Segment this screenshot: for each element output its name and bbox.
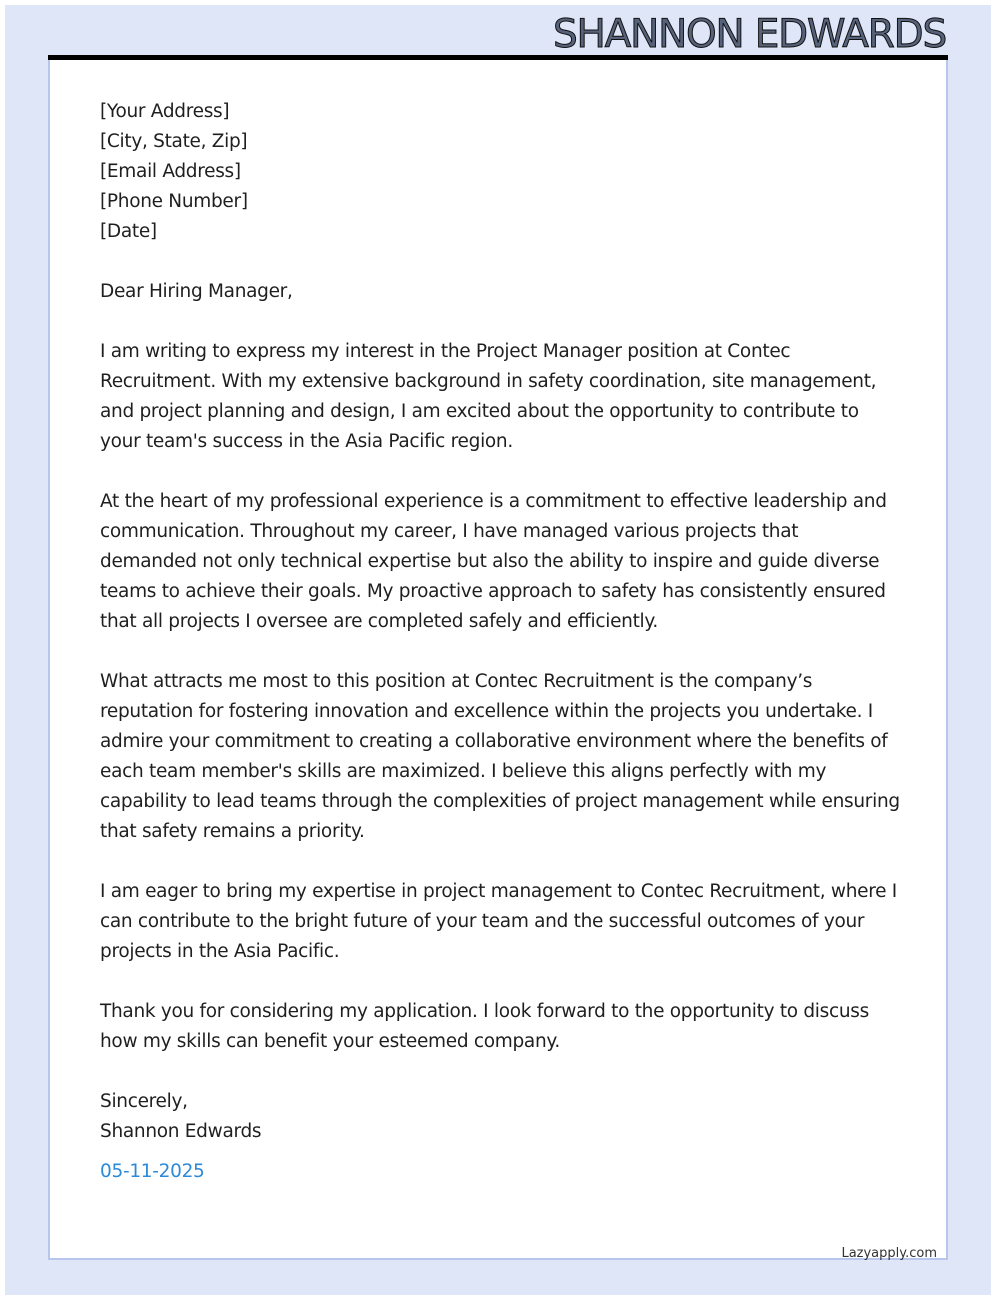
sender-email: [Email Address] [100,161,241,182]
body-paragraph-2: At the heart of my professional experience is a commitment to effective leadership and communication. Throughout my career, I have managed various projects that demanded not only technical expertise but also the ability to inspire and guide diverse teams to achieve their goals. My proactive approach to safety has consistently ensured that all projects I oversee are completed safely and efficiently. [100,491,887,632]
sender-address: [Your Address] [100,101,230,122]
sender-phone: [Phone Number] [100,191,248,212]
body-paragraph-5: Thank you for considering my application. I look forward to the opportunity to discuss how my skills can benefit your esteemed company. [100,1001,869,1052]
applicant-name-heading: SHANNON EDWARDS [552,12,946,57]
valediction: Sincerely, [100,1091,188,1112]
body-paragraph-1: I am writing to express my interest in the Project Manager position at Contec Recruitment. With my extensive background in safety coordination, site management, and project planning and design, I am excited about the opportunity to contribute to your team's success in the Asia Pacific region. [100,341,877,452]
sender-block [100,97,900,247]
body-paragraph-3: What attracts me most to this position at Contec Recruitment is the company’s reputation for fostering innovation and excellence within the projects you undertake. I admire your commitment to creating a collaborative environment where the benefits of each team member's skills are maximized. I believe this aligns perfectly with my capability to lead teams through the complexities of project management while ensuring that safety remains a priority. [100,671,900,842]
sender-city-state-zip: [City, State, Zip] [100,131,248,152]
closing-block [100,1087,900,1187]
body-paragraph-4: I am eager to bring my expertise in project management to Contec Recruitment, where I can contribute to the bright future of your team and the successful outcomes of your projects in the Asia Pacific. [100,881,897,962]
signature-name: Shannon Edwards [100,1121,262,1142]
brand-watermark: Lazyapply.com [841,1246,937,1261]
salutation: Dear Hiring Manager, [100,281,293,302]
letter-date: 05-11-2025 [100,1161,205,1182]
sender-date: [Date] [100,221,157,242]
cover-letter-body [100,97,900,1187]
